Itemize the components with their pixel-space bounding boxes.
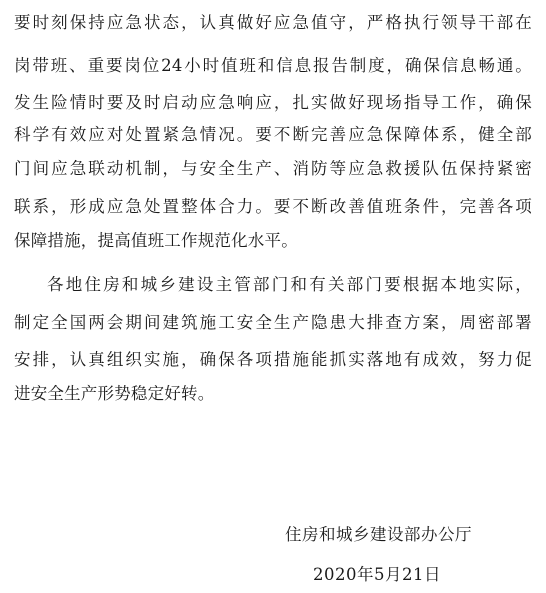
paragraph-1-line-6: 联系，形成应急处置整体合力。要不断改善值班条件，完善各项 xyxy=(14,197,532,216)
signature-date: 2020年5月21日 xyxy=(313,565,441,584)
paragraph-1-line-3: 发生险情时要及时启动应急响应，扎实做好现场指导工作，确保 xyxy=(14,93,532,112)
signature-organization: 住房和城乡建设部办公厅 xyxy=(285,525,472,544)
paragraph-1-line-4: 科学有效应对处置紧急情况。要不断完善应急保障体系，健全部 xyxy=(14,125,532,144)
paragraph-1-line-1: 要时刻保持应急状态，认真做好应急值守，严格执行领导干部在 xyxy=(14,13,532,32)
paragraph-1-line-2: 岗带班、重要岗位24小时值班和信息报告制度，确保信息畅通。 xyxy=(14,56,532,75)
paragraph-2-line-3: 安排，认真组织实施，确保各项措施能抓实落地有成效，努力促 xyxy=(14,350,532,369)
paragraph-1-line-7: 保障措施，提高值班工作规范化水平。 xyxy=(14,231,298,250)
paragraph-2-line-2: 制定全国两会期间建筑施工安全生产隐患大排查方案，周密部署 xyxy=(14,313,532,332)
paragraph-1-line-5: 门间应急联动机制，与安全生产、消防等应急救援队伍保持紧密 xyxy=(14,159,532,178)
paragraph-2-line-1: 各地住房和城乡建设主管部门和有关部门要根据本地实际， xyxy=(47,275,532,294)
paragraph-2-line-4: 进安全生产形势稳定好转。 xyxy=(14,384,215,403)
